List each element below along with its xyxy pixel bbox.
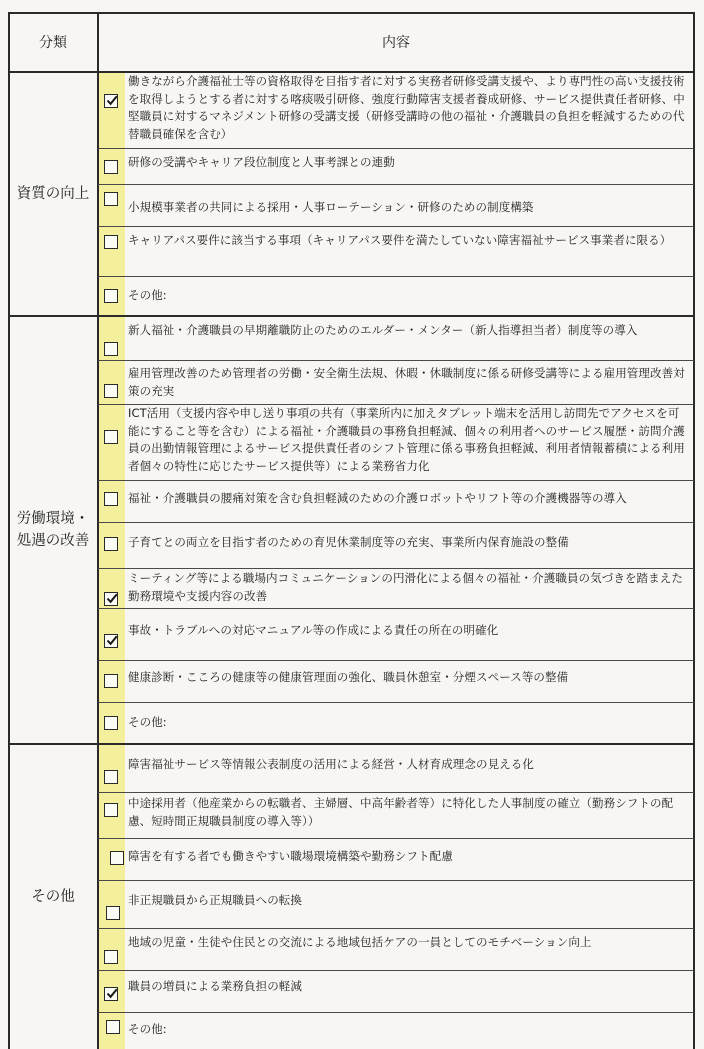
category-label-other — [8, 744, 98, 1049]
item-text: 新人福祉・介護職員の早期離職防止のためのエルダー・メンター（新人指導担当者）制度等の導入 — [128, 323, 638, 337]
list-item — [98, 838, 694, 880]
checkbox[interactable] — [106, 906, 120, 920]
checkbox-checked[interactable] — [104, 94, 118, 108]
category-text: その他 — [31, 888, 75, 905]
checkbox[interactable] — [104, 770, 118, 784]
checkbox-checked[interactable] — [104, 634, 118, 648]
list-item — [98, 522, 694, 568]
item-text: ミーティング等による職場内コミュニケーションの円滑化による個々の福祉・介護職員の気づきを踏まえた勤務環境や支援内容の改善 — [128, 571, 683, 603]
item-text: キャリアパス要件に該当する事項（キャリアパス要件を満たしていない障害福祉サービス事業者に限る） — [128, 233, 672, 247]
checkmark-icon — [106, 988, 118, 999]
list-item — [98, 226, 694, 276]
item-text: 地域の児童・生徒や住民との交流による地域包括ケアの一員としてのモチベーション向上 — [128, 935, 592, 949]
row-divider — [98, 148, 694, 149]
list-item — [98, 148, 694, 184]
item-text: 雇用管理改善のため管理者の労働・安全衛生法規、休暇・休職制度に係る研修受講等による雇用管理改善対策の充実 — [128, 366, 685, 398]
checkbox[interactable] — [106, 1020, 120, 1034]
row-divider — [98, 276, 694, 277]
item-text: その他: — [128, 715, 167, 729]
checkbox[interactable] — [104, 716, 118, 730]
item-text: 研修の受講やキャリア段位制度と人事考課との連動 — [128, 155, 395, 169]
list-item — [98, 928, 694, 970]
row-divider — [98, 970, 694, 971]
list-item — [98, 276, 694, 316]
list-item — [98, 404, 694, 480]
item-text: 非正規職員から正規職員への転換 — [128, 893, 302, 907]
checkbox[interactable] — [104, 342, 118, 356]
list-item — [98, 970, 694, 1012]
list-item — [98, 792, 694, 838]
checkbox[interactable] — [104, 192, 118, 206]
item-text: 職員の増員による業務負担の軽減 — [128, 979, 302, 993]
row-divider — [98, 480, 694, 481]
checkbox[interactable] — [104, 160, 118, 174]
category-text: 処遇の改善 — [16, 533, 90, 549]
row-divider — [98, 226, 694, 227]
item-text: 中途採用者（他産業からの転職者、主婦層、中高年齢者等）に特化した人事制度の確立（勤務シフトの配慮、短時間正規職員制度の導入等）） — [128, 796, 674, 828]
checkbox[interactable] — [104, 492, 118, 506]
row-divider — [98, 928, 694, 929]
row-divider — [98, 1012, 694, 1013]
checkbox[interactable] — [104, 235, 118, 249]
list-item — [98, 316, 694, 360]
table-border — [8, 743, 694, 745]
list-item — [98, 480, 694, 522]
table-border — [693, 12, 695, 1049]
list-item — [98, 184, 694, 226]
row-divider — [98, 660, 694, 661]
row-divider — [98, 608, 694, 609]
checkmark-icon — [106, 593, 118, 604]
row-divider — [98, 404, 694, 405]
list-item — [98, 608, 694, 660]
table-border — [97, 12, 99, 1049]
row-divider — [98, 838, 694, 839]
row-divider — [98, 522, 694, 523]
item-text: 障害を有する者でも働きやすい職場環境構築や勤務シフト配慮 — [128, 849, 453, 863]
item-text: 小規模事業者の共同による採用・人事ローテーション・研修のための制度構築 — [128, 200, 534, 214]
row-divider — [98, 880, 694, 881]
table-border — [8, 12, 10, 1049]
list-item — [98, 702, 694, 744]
category-text: 資質の向上 — [16, 186, 90, 202]
list-item — [98, 568, 694, 608]
list-item — [98, 880, 694, 928]
checkbox[interactable] — [110, 851, 124, 865]
checkbox[interactable] — [104, 430, 118, 444]
row-divider — [98, 360, 694, 361]
checkbox[interactable] — [104, 384, 118, 398]
item-text: その他: — [128, 288, 167, 302]
row-divider — [98, 792, 694, 793]
header-content: 内容 — [382, 35, 410, 51]
item-text: 子育てとの両立を目指す者のための育児休業制度等の充実、事業所内保育施設の整備 — [128, 535, 569, 549]
item-text: 働きながら介護福祉士等の資格取得を目指す者に対する実務者研修受講支援や、より専門性の高い支援技術を取得しようとする者に対する喀痰吸引研修、強度行動障害支援者養成研修、サービス提供責任者研修、中堅職員に対するマネジメント研修の受講支援（研修受講時の他の福祉・介護職員の負担を軽減するための代替職員確保を含む） — [128, 74, 685, 141]
checkbox-checked[interactable] — [104, 987, 118, 1001]
item-text: 障害福祉サービス等情報公表制度の活用による経営・人材育成理念の見える化 — [128, 757, 534, 771]
category-text: 労働環境・ — [16, 511, 90, 527]
item-text: 健康診断・こころの健康等の健康管理面の強化、職員休憩室・分煙スペース等の整備 — [128, 670, 569, 684]
checkbox[interactable] — [104, 674, 118, 688]
list-item — [98, 72, 694, 148]
item-text: 事故・トラブルへの対応マニュアル等の作成による責任の所在の明確化 — [128, 623, 499, 637]
table-border — [8, 71, 694, 73]
category-label-work-environment — [8, 316, 98, 744]
header-category: 分類 — [39, 35, 67, 51]
item-text: ICT活用（支援内容や申し送り事項の共有（事業所内に加えタブレット端末を活用し訪問先でアクセスを可能にすること等を含む）による福祉・介護職員の事務負担軽減、個々の利用者へのサービス履歴・訪問介護員の出勤情報管理によるサービス提供責任者のシフト管理に係る事務負担軽減、利用者情報蓄積による利用者個々の特性に応じたサービス提供等）による業務省力化 — [128, 406, 685, 473]
row-divider — [98, 568, 694, 569]
checkbox[interactable] — [104, 803, 118, 817]
table-border — [8, 12, 694, 14]
category-label-qualification — [8, 72, 98, 316]
row-divider — [98, 702, 694, 703]
checkbox[interactable] — [104, 537, 118, 551]
item-text: 福祉・介護職員の腰痛対策を含む負担軽減のための介護ロボットやリフト等の介護機器等の導入 — [128, 491, 627, 505]
list-item — [98, 744, 694, 792]
row-divider — [98, 184, 694, 185]
checkbox[interactable] — [104, 289, 118, 303]
checkbox-checked[interactable] — [104, 592, 118, 606]
list-item — [98, 660, 694, 702]
list-item — [98, 360, 694, 404]
checkmark-icon — [106, 95, 118, 106]
list-item — [98, 1012, 694, 1049]
checkmark-icon — [106, 635, 118, 646]
checkbox[interactable] — [104, 950, 118, 964]
table-border — [8, 315, 694, 317]
item-text: その他: — [128, 1022, 167, 1036]
